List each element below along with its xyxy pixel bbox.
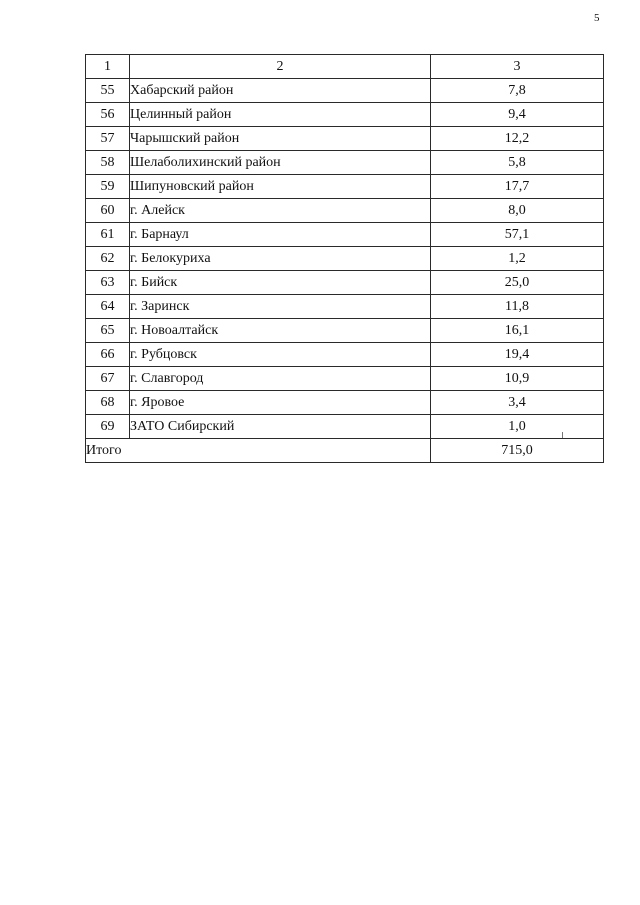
- row-number: 58: [86, 151, 130, 175]
- row-name: г. Яровое: [130, 391, 431, 415]
- page-number: 5: [594, 12, 600, 24]
- table-body: [86, 79, 604, 439]
- row-name: г. Новоалтайск: [130, 319, 431, 343]
- row-name: г. Барнаул: [130, 223, 431, 247]
- row-number: 65: [86, 319, 130, 343]
- row-value: 10,9: [431, 367, 604, 391]
- row-value: 9,4: [431, 103, 604, 127]
- row-name: Чарышский район: [130, 127, 431, 151]
- table-row: [86, 151, 604, 175]
- row-number: 67: [86, 367, 130, 391]
- table-row: [86, 103, 604, 127]
- row-number: 63: [86, 271, 130, 295]
- row-value: 8,0: [431, 199, 604, 223]
- row-number: 59: [86, 175, 130, 199]
- row-name: ЗАТО Сибирский: [130, 415, 431, 439]
- column-header-3: 3: [431, 55, 604, 79]
- row-name: г. Алейск: [130, 199, 431, 223]
- row-value: 17,7: [431, 175, 604, 199]
- table-row: [86, 343, 604, 367]
- row-name: г. Заринск: [130, 295, 431, 319]
- row-name: Шелаболихинский район: [130, 151, 431, 175]
- row-value: 5,8: [431, 151, 604, 175]
- table-row: [86, 415, 604, 439]
- row-name: г. Бийск: [130, 271, 431, 295]
- scan-artifact: [562, 432, 563, 438]
- row-number: 69: [86, 415, 130, 439]
- row-number: 57: [86, 127, 130, 151]
- row-value: 1,2: [431, 247, 604, 271]
- data-table: [85, 54, 604, 463]
- column-header-1: 1: [86, 55, 130, 79]
- table-row: [86, 247, 604, 271]
- row-value: 19,4: [431, 343, 604, 367]
- table-row: [86, 199, 604, 223]
- row-value: 16,1: [431, 319, 604, 343]
- row-value: 25,0: [431, 271, 604, 295]
- row-number: 64: [86, 295, 130, 319]
- total-label: Итого: [86, 439, 431, 463]
- table-row: [86, 79, 604, 103]
- row-name: г. Славгород: [130, 367, 431, 391]
- table-row: [86, 295, 604, 319]
- row-name: г. Рубцовск: [130, 343, 431, 367]
- row-number: 61: [86, 223, 130, 247]
- row-value: 7,8: [431, 79, 604, 103]
- total-value: 715,0: [431, 439, 604, 463]
- total-row: [86, 439, 604, 463]
- row-number: 66: [86, 343, 130, 367]
- table-row: [86, 391, 604, 415]
- row-name: Целинный район: [130, 103, 431, 127]
- row-number: 55: [86, 79, 130, 103]
- row-number: 56: [86, 103, 130, 127]
- table-row: [86, 367, 604, 391]
- row-number: 60: [86, 199, 130, 223]
- table-row: [86, 223, 604, 247]
- table-row: [86, 127, 604, 151]
- row-value: 12,2: [431, 127, 604, 151]
- row-number: 62: [86, 247, 130, 271]
- row-value: 11,8: [431, 295, 604, 319]
- row-value: 3,4: [431, 391, 604, 415]
- table-row: [86, 271, 604, 295]
- table-header-row: [86, 55, 604, 79]
- row-name: Шипуновский район: [130, 175, 431, 199]
- row-number: 68: [86, 391, 130, 415]
- row-value: 57,1: [431, 223, 604, 247]
- row-name: г. Белокуриха: [130, 247, 431, 271]
- row-value: 1,0: [431, 415, 604, 439]
- row-name: Хабарский район: [130, 79, 431, 103]
- column-header-2: 2: [130, 55, 431, 79]
- table-row: [86, 319, 604, 343]
- table-row: [86, 175, 604, 199]
